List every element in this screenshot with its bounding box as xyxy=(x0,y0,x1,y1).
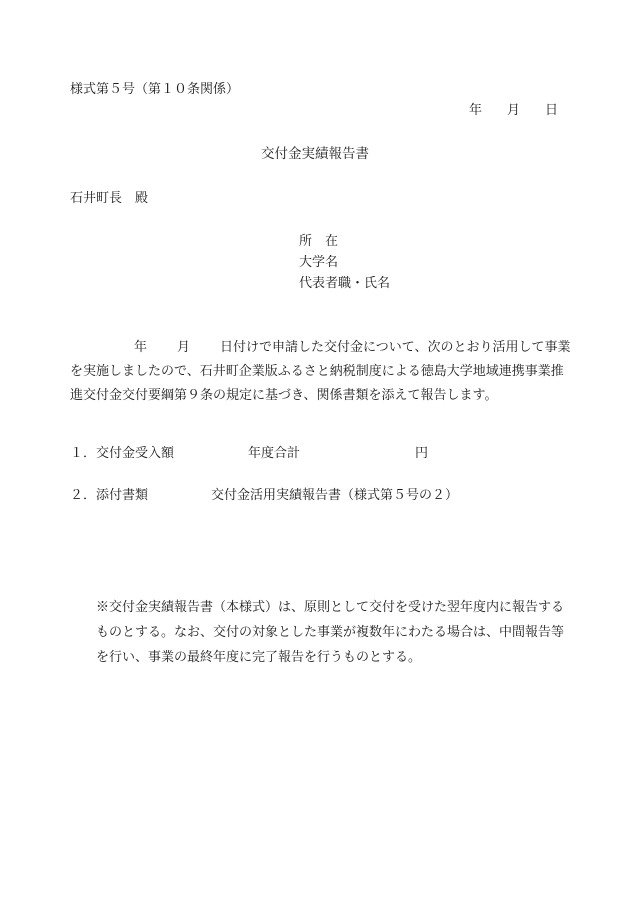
body-paragraph xyxy=(70,336,571,408)
document-title: 交付金実績報告書 xyxy=(261,146,369,162)
item-2-attachment-name: 交付金活用実績報告書（様式第５号の２） xyxy=(211,488,459,503)
item-1-fiscal-total: 年度合計 xyxy=(248,446,301,461)
note-line-3: を行い、事業の最終年度に完了報告を行うものとする。 xyxy=(96,650,422,665)
addressee: 石井町長 殿 xyxy=(70,191,149,206)
date-month: 月 xyxy=(506,103,520,118)
body-line-2: を実施しましたので、石井町企業版ふるさと納税制度による徳島大学地域連携事業推 xyxy=(70,364,564,379)
body-line-3: 進交付金交付要綱第９条の規定に基づき、関係書類を添えて報告します。 xyxy=(70,388,498,403)
item-1-yen: 円 xyxy=(415,446,429,461)
item-2-number: ２． xyxy=(70,488,97,503)
note-line-1: ※交付金実績報告書（本様式）は、原則として交付を受けた翌年度内に報告する xyxy=(96,600,565,615)
item-1-number: １． xyxy=(70,446,97,461)
sender-address: 所 在 xyxy=(299,234,339,249)
body-year: 年 xyxy=(134,340,148,355)
date-day: 日 xyxy=(544,103,558,118)
item-1-label: 交付金受入額 xyxy=(96,446,175,461)
body-line-1-text: 日付けで申請した交付金について、次のとおり活用して事業 xyxy=(220,340,571,355)
date-year: 年 xyxy=(468,103,482,118)
sender-university: 大学名 xyxy=(299,255,339,270)
form-label: 様式第５号（第１０条関係） xyxy=(70,82,240,97)
item-received-amount xyxy=(70,447,174,460)
body-line-1 xyxy=(70,336,571,360)
item-2-label: 添付書類 xyxy=(96,488,149,503)
date-line xyxy=(444,104,558,117)
item-attachments xyxy=(70,489,148,502)
note-line-2: ものとする。なお、交付の対象とした事業が複数年にわたる場合は、中間報告等 xyxy=(96,625,565,640)
note-block xyxy=(96,595,566,670)
sender-representative: 代表者職・氏名 xyxy=(299,276,391,291)
body-month: 月 xyxy=(177,340,191,355)
